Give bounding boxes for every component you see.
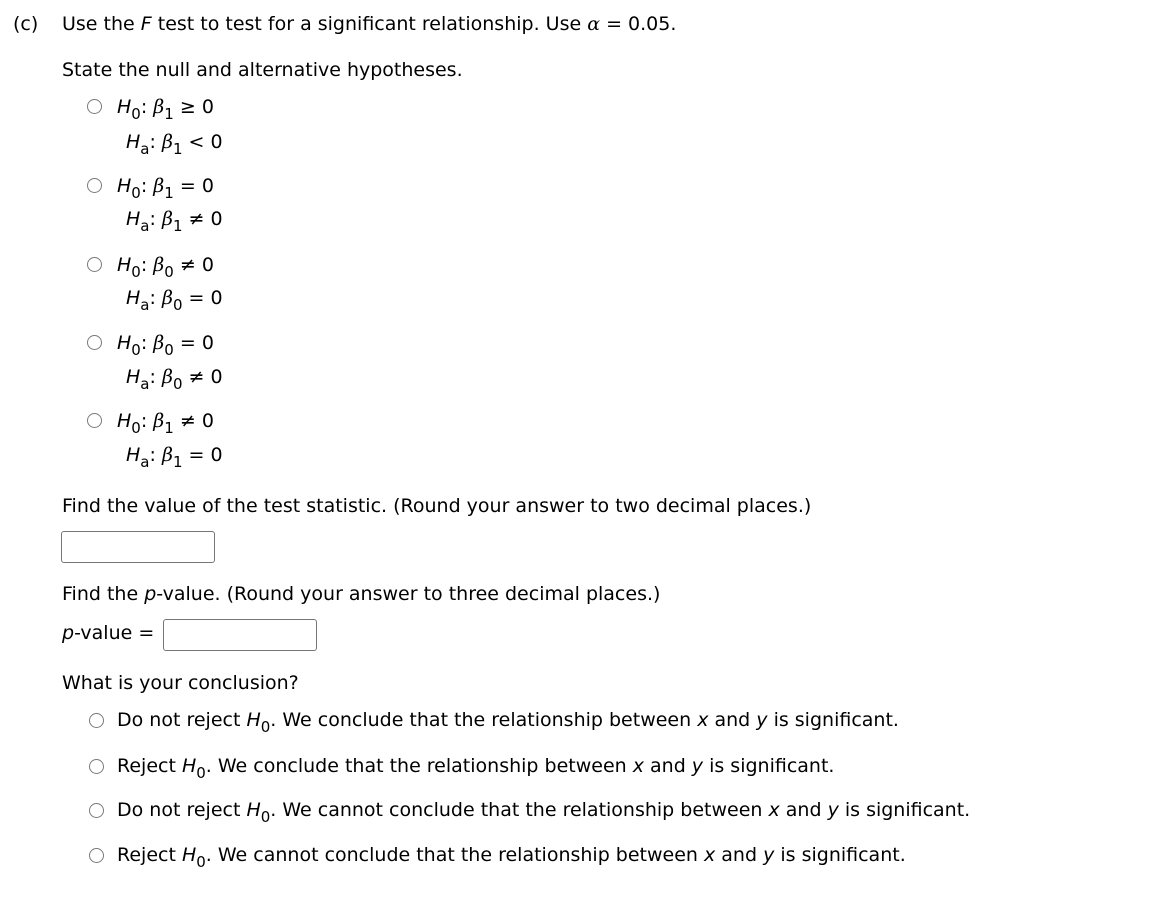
h0-statement-2: $H_0$: $\beta_1 = 0$: [117, 175, 214, 202]
h0-statement-3: $H_0$: $\beta_0 \ne 0$: [117, 254, 214, 281]
test-statistic-prompt: Find the value of the test statistic. (Round your answer to two decimal places.): [62, 495, 812, 517]
hypothesis-radio-4[interactable]: [87, 335, 102, 350]
h0-statement-4: $H_0$: $\beta_0 = 0$: [117, 332, 214, 359]
h0-statement-1: $H_0$: $\beta_1 \ge 0$: [117, 96, 214, 123]
test-statistic-input[interactable]: [61, 531, 215, 563]
ha-statement-5: $H_a$: $\beta_1 = 0$: [126, 444, 223, 471]
hypothesis-radio-2[interactable]: [87, 178, 102, 193]
ha-statement-3: $H_a$: $\beta_0 = 0$: [126, 287, 223, 314]
ha-statement-4: $H_a$: $\beta_0 \ne 0$: [126, 366, 223, 393]
p-value-label: p-value =: [62, 622, 155, 644]
conclusion-text-1: Do not reject $H_0$. We conclude that the relationship between x and y is significant.: [117, 709, 899, 736]
hypotheses-prompt: State the null and alternative hypotheses.: [62, 59, 463, 81]
ha-statement-2: $H_a$: $\beta_1 \ne 0$: [126, 208, 223, 235]
alpha-symbol: α: [587, 13, 601, 35]
part-instruction: Use the F test to test for a significant relationship. Use α = 0.05.: [62, 13, 677, 35]
f-symbol: F: [140, 13, 152, 35]
ha-statement-1: $H_a$: $\beta_1 < 0$: [126, 131, 223, 158]
p-value-input[interactable]: [163, 619, 317, 651]
hypothesis-radio-1[interactable]: [87, 99, 102, 114]
hypothesis-radio-5[interactable]: [87, 413, 102, 428]
conclusion-text-2: Reject $H_0$. We conclude that the relationship between x and y is significant.: [117, 755, 835, 782]
conclusion-radio-2[interactable]: [89, 759, 104, 774]
h0-statement-5: $H_0$: $\beta_1 \ne 0$: [117, 410, 214, 437]
conclusion-text-4: Reject $H_0$. We cannot conclude that the relationship between x and y is significant.: [117, 844, 906, 871]
p-value-prompt: Find the p-value. (Round your answer to three decimal places.): [62, 583, 661, 605]
conclusion-radio-3[interactable]: [89, 803, 104, 818]
hypothesis-radio-3[interactable]: [87, 257, 102, 272]
conclusion-prompt: What is your conclusion?: [62, 672, 299, 694]
conclusion-radio-1[interactable]: [89, 713, 104, 728]
conclusion-text-3: Do not reject $H_0$. We cannot conclude that the relationship between x and y is significant.: [117, 799, 971, 826]
conclusion-radio-4[interactable]: [89, 848, 104, 863]
part-label: (c): [13, 13, 39, 35]
